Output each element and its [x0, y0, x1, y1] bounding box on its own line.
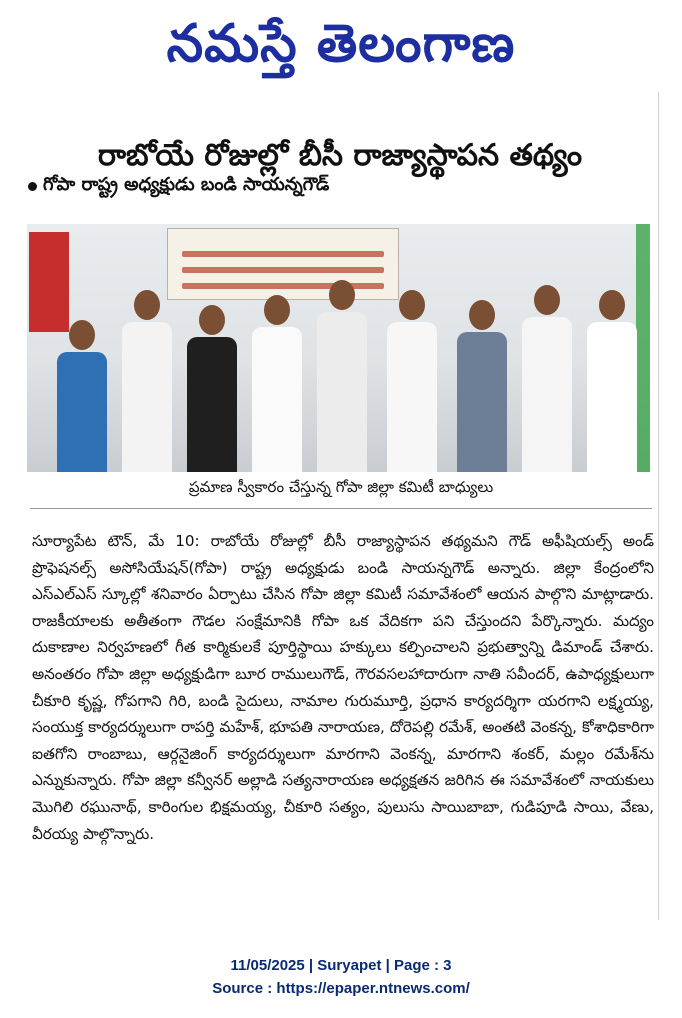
masthead — [0, 0, 682, 88]
photo-caption: ప్రమాణ స్వీకారం చేస్తున్న గోపా జిల్లా కమిటీ బాధ్యులు — [30, 478, 652, 509]
subhead-text: గోపా రాష్ట్ర అధ్యక్షుడు బండి సాయన్నగౌడ్ — [43, 174, 330, 195]
photo-person — [457, 300, 507, 472]
photo-person — [252, 295, 302, 472]
bullet-icon — [28, 182, 37, 191]
cut-previous-article-line — [28, 96, 408, 106]
photo-person — [387, 290, 437, 472]
photo-person — [587, 290, 637, 472]
newspaper-title: నమస్తే తెలంగాణ — [166, 13, 516, 74]
article-body: సూర్యాపేట టౌన్, మే 10: రాబోయే రోజుల్లో బీసీ రాజ్యాస్థాపన తథ్యమని గౌడ్ అఫీషియల్స్ అండ్ ప్రొఫెషనల్స్ అసోసియేషన్(గోపా) రాష్ట్ర అధ్యక్షుడు బండి సాయన్నగౌడ్ అన్నారు. జిల్లా కేంద్రంలోని ఎస్ఎల్ఎస్ స్కూల్లో శనివారం ఏర్పాటు చేసిన గోపా జిల్లా కమిటీ సమావేశంలో ఆయన పాల్గొని మాట్లాడారు. రాజకీయాలకు అతీతంగా గౌడల సంక్షేమానికి గోపా ఒక వేదికగా పని చేస్తుందని పేర్కొన్నారు. మద్యం దుకాణాల నిర్వహణలో గీత కార్మికులకే పూర్తిస్థాయి హక్కులు కల్పించాలని ప్రభుత్వాన్ని డిమాండ్ చేశారు. అనంతరం గోపా జిల్లా అధ్యక్షుడిగా బూర రాములుగౌడ్, గౌరవసలహాదారుగా నాతి సవీందర్, ఉపాధ్యక్షులుగా చీకూరి కృష్ణ, గోపగాని గిరి, బండి సైదులు, నామాల గురుమూర్తి, ప్రధాన కార్యదర్శిగా యరగాని లక్ష్మయ్య, సంయుక్త కార్యదర్శులుగా రాపర్తి మహేశ్, భూపతి నారాయణ, దోరెపల్లి రమేశ్, అంతటి వెంకన్న, కోశాధికారిగా ఐతగోని రాంబాబు, ఆర్గనైజింగ్ కార్యదర్శులుగా మారగాని వెంకన్న, మారగాని శంకర్, మల్లం రమేశ్‌ను ఎన్నుకున్నారు. గోపా జిల్లా కన్వీనర్ అల్లాడి సత్యనారాయణ అధ్యక్షతన జరిగిన ఈ సమావేశంలో నాయకులు మొగిలి రఘునాథ్, కారింగుల భిక్షమయ్య, చీకూరి సత్యం, పులుసు సాయిబాబా, గుడిపూడి సాయి, వేణు, వీరయ్య పాల్గొన్నారు. — [32, 532, 654, 843]
footer-date-edition: 11/05/2025 | Suryapet | Page : 3 — [230, 957, 452, 974]
photo-person — [187, 305, 237, 472]
school-sign — [29, 232, 69, 332]
photo-person — [522, 285, 572, 472]
wall-stripe — [636, 224, 650, 472]
article-subhead — [28, 174, 628, 199]
photo-person — [122, 290, 172, 472]
article-headline: రాబోయే రోజుల్లో బీసీ రాజ్యాస్థాపన తథ్యం — [97, 138, 583, 174]
footer-source-link[interactable]: Source : https://epaper.ntnews.com/ — [212, 980, 470, 997]
photo-person — [57, 320, 107, 472]
photo-person — [317, 280, 367, 472]
article-photo — [27, 224, 650, 472]
